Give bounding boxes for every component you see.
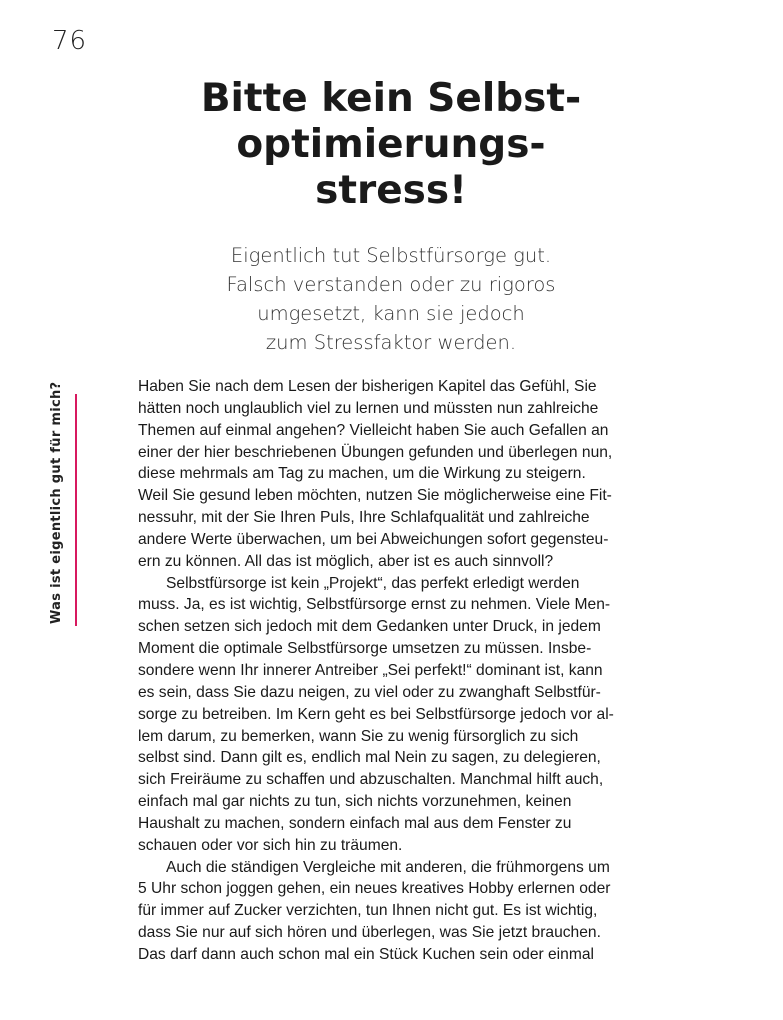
body-line: einfach mal gar nichts zu tun, sich nichts vorzunehmen, keinen [138,793,572,811]
body-line: dass Sie nur auf sich hören und überlegen, was Sie jetzt brauchen. [138,924,601,942]
body-line: Weil Sie gesund leben möchten, nutzen Sie möglicherweise eine Fit- [138,487,612,505]
body-line: sondere wenn Ihr innerer Antreiber „Sei perfekt!“ dominant ist, kann [138,661,603,679]
body-line: Auch die ständigen Vergleiche mit anderen, die frühmorgens um [166,858,610,876]
title-line: Bitte kein Selbst- [200,76,582,121]
page-number: 76 [52,26,88,56]
subtitle-line: Falsch verstanden oder zu rigoros [226,273,556,296]
body-line: hätten noch unglaublich viel zu lernen und müssten nun zahlreiche [138,399,599,417]
body-line: für immer auf Zucker verzichten, tun Ihnen nicht gut. Es ist wichtig, [138,902,598,920]
body-line: Haben Sie nach dem Lesen der bisherigen Kapitel das Gefühl, Sie [138,378,597,395]
body-line: Haushalt zu machen, sondern einfach mal aus dem Fenster zu [138,814,572,832]
body-line: selbst sind. Dann gilt es, endlich mal Nein zu sagen, zu delegieren, [138,749,601,767]
title-line: stress! [315,168,467,213]
body-line: Themen auf einmal angehen? Vielleicht haben Sie auch Gefallen an [138,421,609,439]
chapter-title [160,76,622,214]
accent-rule [75,394,77,626]
body-line: nessuhr, mit der Sie Ihren Puls, Ihre Schlafqualität und zahlreiche [138,509,590,527]
subtitle-line: Eigentlich tut Selbstfürsorge gut. [230,244,552,267]
chapter-subtitle [180,241,602,357]
running-section-label: Was ist eigentlich gut für mich? [49,381,64,624]
body-line: ern zu können. All das ist möglich, aber ist es auch sinnvoll? [138,552,554,570]
body-line: Das darf dann auch schon mal ein Stück Kuchen sein oder einmal [138,945,594,963]
body-line: Selbstfürsorge ist kein „Projekt“, das perfekt erledigt werden [166,574,580,592]
body-line: lem darum, zu bemerken, wann Sie zu wenig fürsorglich zu sich [138,727,579,745]
body-line: diese mehrmals am Tag zu machen, um die Wirkung zu steigern. [138,465,586,483]
body-line: 5 Uhr schon joggen gehen, ein neues kreatives Hobby erlernen oder [138,880,611,898]
subtitle-line: umgesetzt, kann sie jedoch [257,302,525,325]
body-line: sorge zu betreiben. Im Kern geht es bei Selbstfürsorge jedoch vor al- [138,705,614,723]
body-line: Moment die optimale Selbstfürsorge umsetzen zu müssen. Insbe- [138,640,592,658]
body-line: einer der hier beschriebenen Übungen gefunden und überlegen nun, [138,443,613,461]
body-line: schen setzen sich jedoch mit dem Gedanken unter Druck, in jedem [138,618,601,636]
body-line: sich Freiräume zu schaffen und abzuschalten. Manchmal hilft auch, [138,771,604,789]
body-text [138,376,648,966]
title-line: optimierungs- [236,122,546,167]
subtitle-line: zum Stressfaktor werden. [265,331,517,354]
body-line: muss. Ja, es ist wichtig, Selbstfürsorge ernst zu nehmen. Viele Men- [138,596,611,614]
body-line: schauen oder vor sich hin zu träumen. [138,836,403,854]
body-line: es sein, dass Sie dazu neigen, zu viel oder zu zwanghaft Selbstfür- [138,683,601,701]
body-line: andere Werte überwachen, um bei Abweichungen sofort gegensteu- [138,530,609,548]
